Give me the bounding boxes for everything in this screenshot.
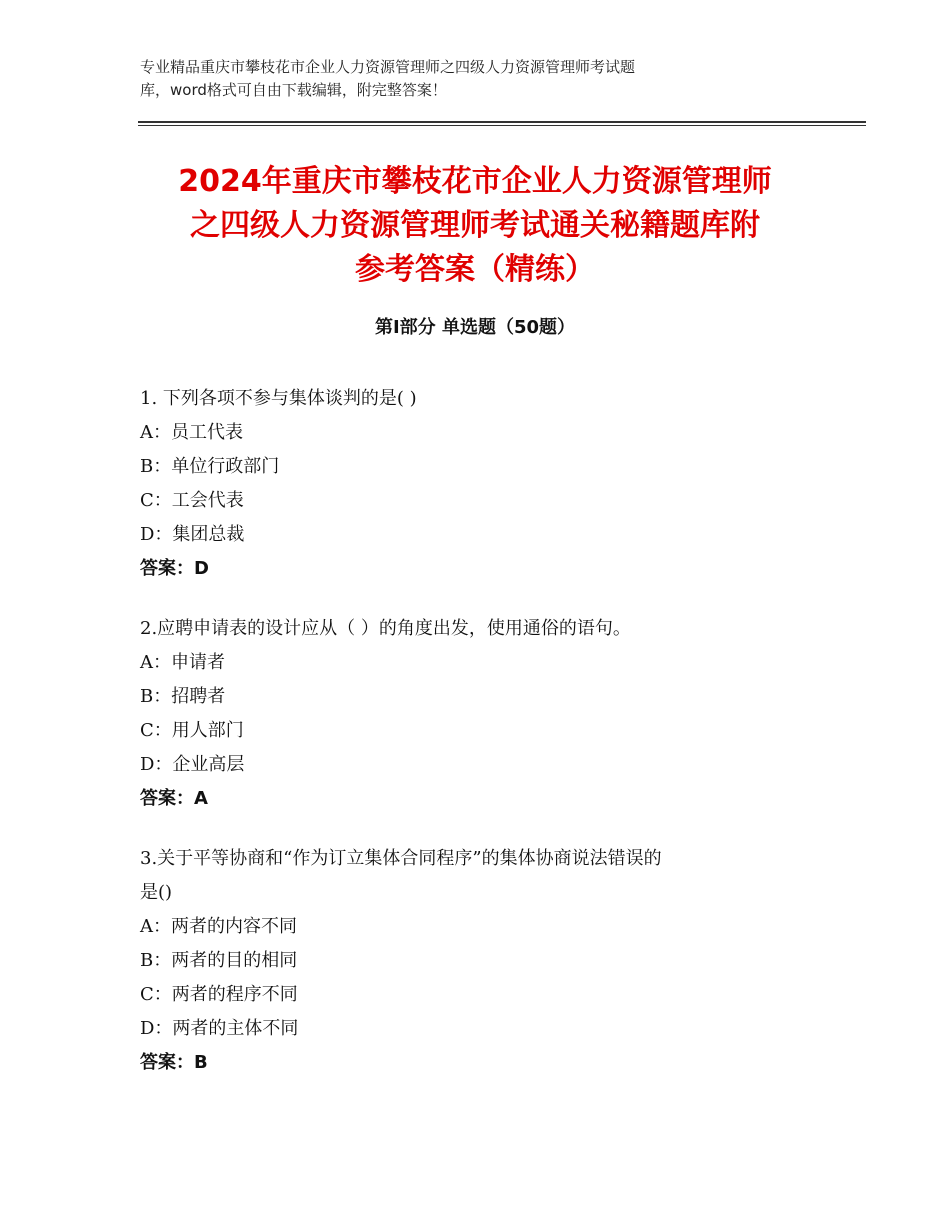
title-line-1: 2024年重庆市攀枝花市企业人力资源管理师 [178,164,772,199]
title-line-2: 之四级人力资源管理师考试通关秘籍题库附 [190,208,760,243]
header-line-2: 库，word格式可自由下载编辑，附完整答案！ [140,81,447,99]
question-3 [140,842,820,1080]
option-c: C：两者的程序不同 [140,984,298,1005]
option-a: A：申请者 [140,652,225,673]
answer-line: 答案：D [140,558,209,579]
title-line-3: 参考答案（精练） [355,252,595,287]
option-a: A：员工代表 [140,422,243,443]
question-2 [140,612,820,816]
header-line-1: 专业精品重庆市攀枝花市企业人力资源管理师之四级人力资源管理师考试题 [140,58,636,76]
option-c: C：用人部门 [140,720,244,741]
section-title: 第Ⅰ部分 单选题（50题） [374,317,575,338]
question-stem [140,842,820,910]
option-d: D：集团总裁 [140,524,245,545]
option-b: B：招聘者 [140,686,226,707]
question-1 [140,382,820,586]
option-b: B：单位行政部门 [140,456,280,477]
question-stem-line: 1. 下列各项不参与集体谈判的是( ) [140,388,417,409]
option-c: C：工会代表 [140,490,244,511]
question-stem [140,382,820,416]
question-stem-line: 是() [140,882,173,903]
header-divider [138,121,866,126]
option-b: B：两者的目的相同 [140,950,298,971]
document-header [140,56,780,102]
document-title [0,160,950,292]
option-d: D：两者的主体不同 [140,1018,299,1039]
question-stem-line: 2.应聘申请表的设计应从（ ）的角度出发，使用通俗的语句。 [140,618,631,639]
option-d: D：企业高层 [140,754,245,775]
answer-line: 答案：B [140,1052,208,1073]
option-a: A：两者的内容不同 [140,916,297,937]
answer-line: 答案：A [140,788,208,809]
question-stem [140,612,820,646]
question-list [140,382,820,1106]
question-stem-line: 3.关于平等协商和“作为订立集体合同程序”的集体协商说法错误的 [140,848,662,869]
